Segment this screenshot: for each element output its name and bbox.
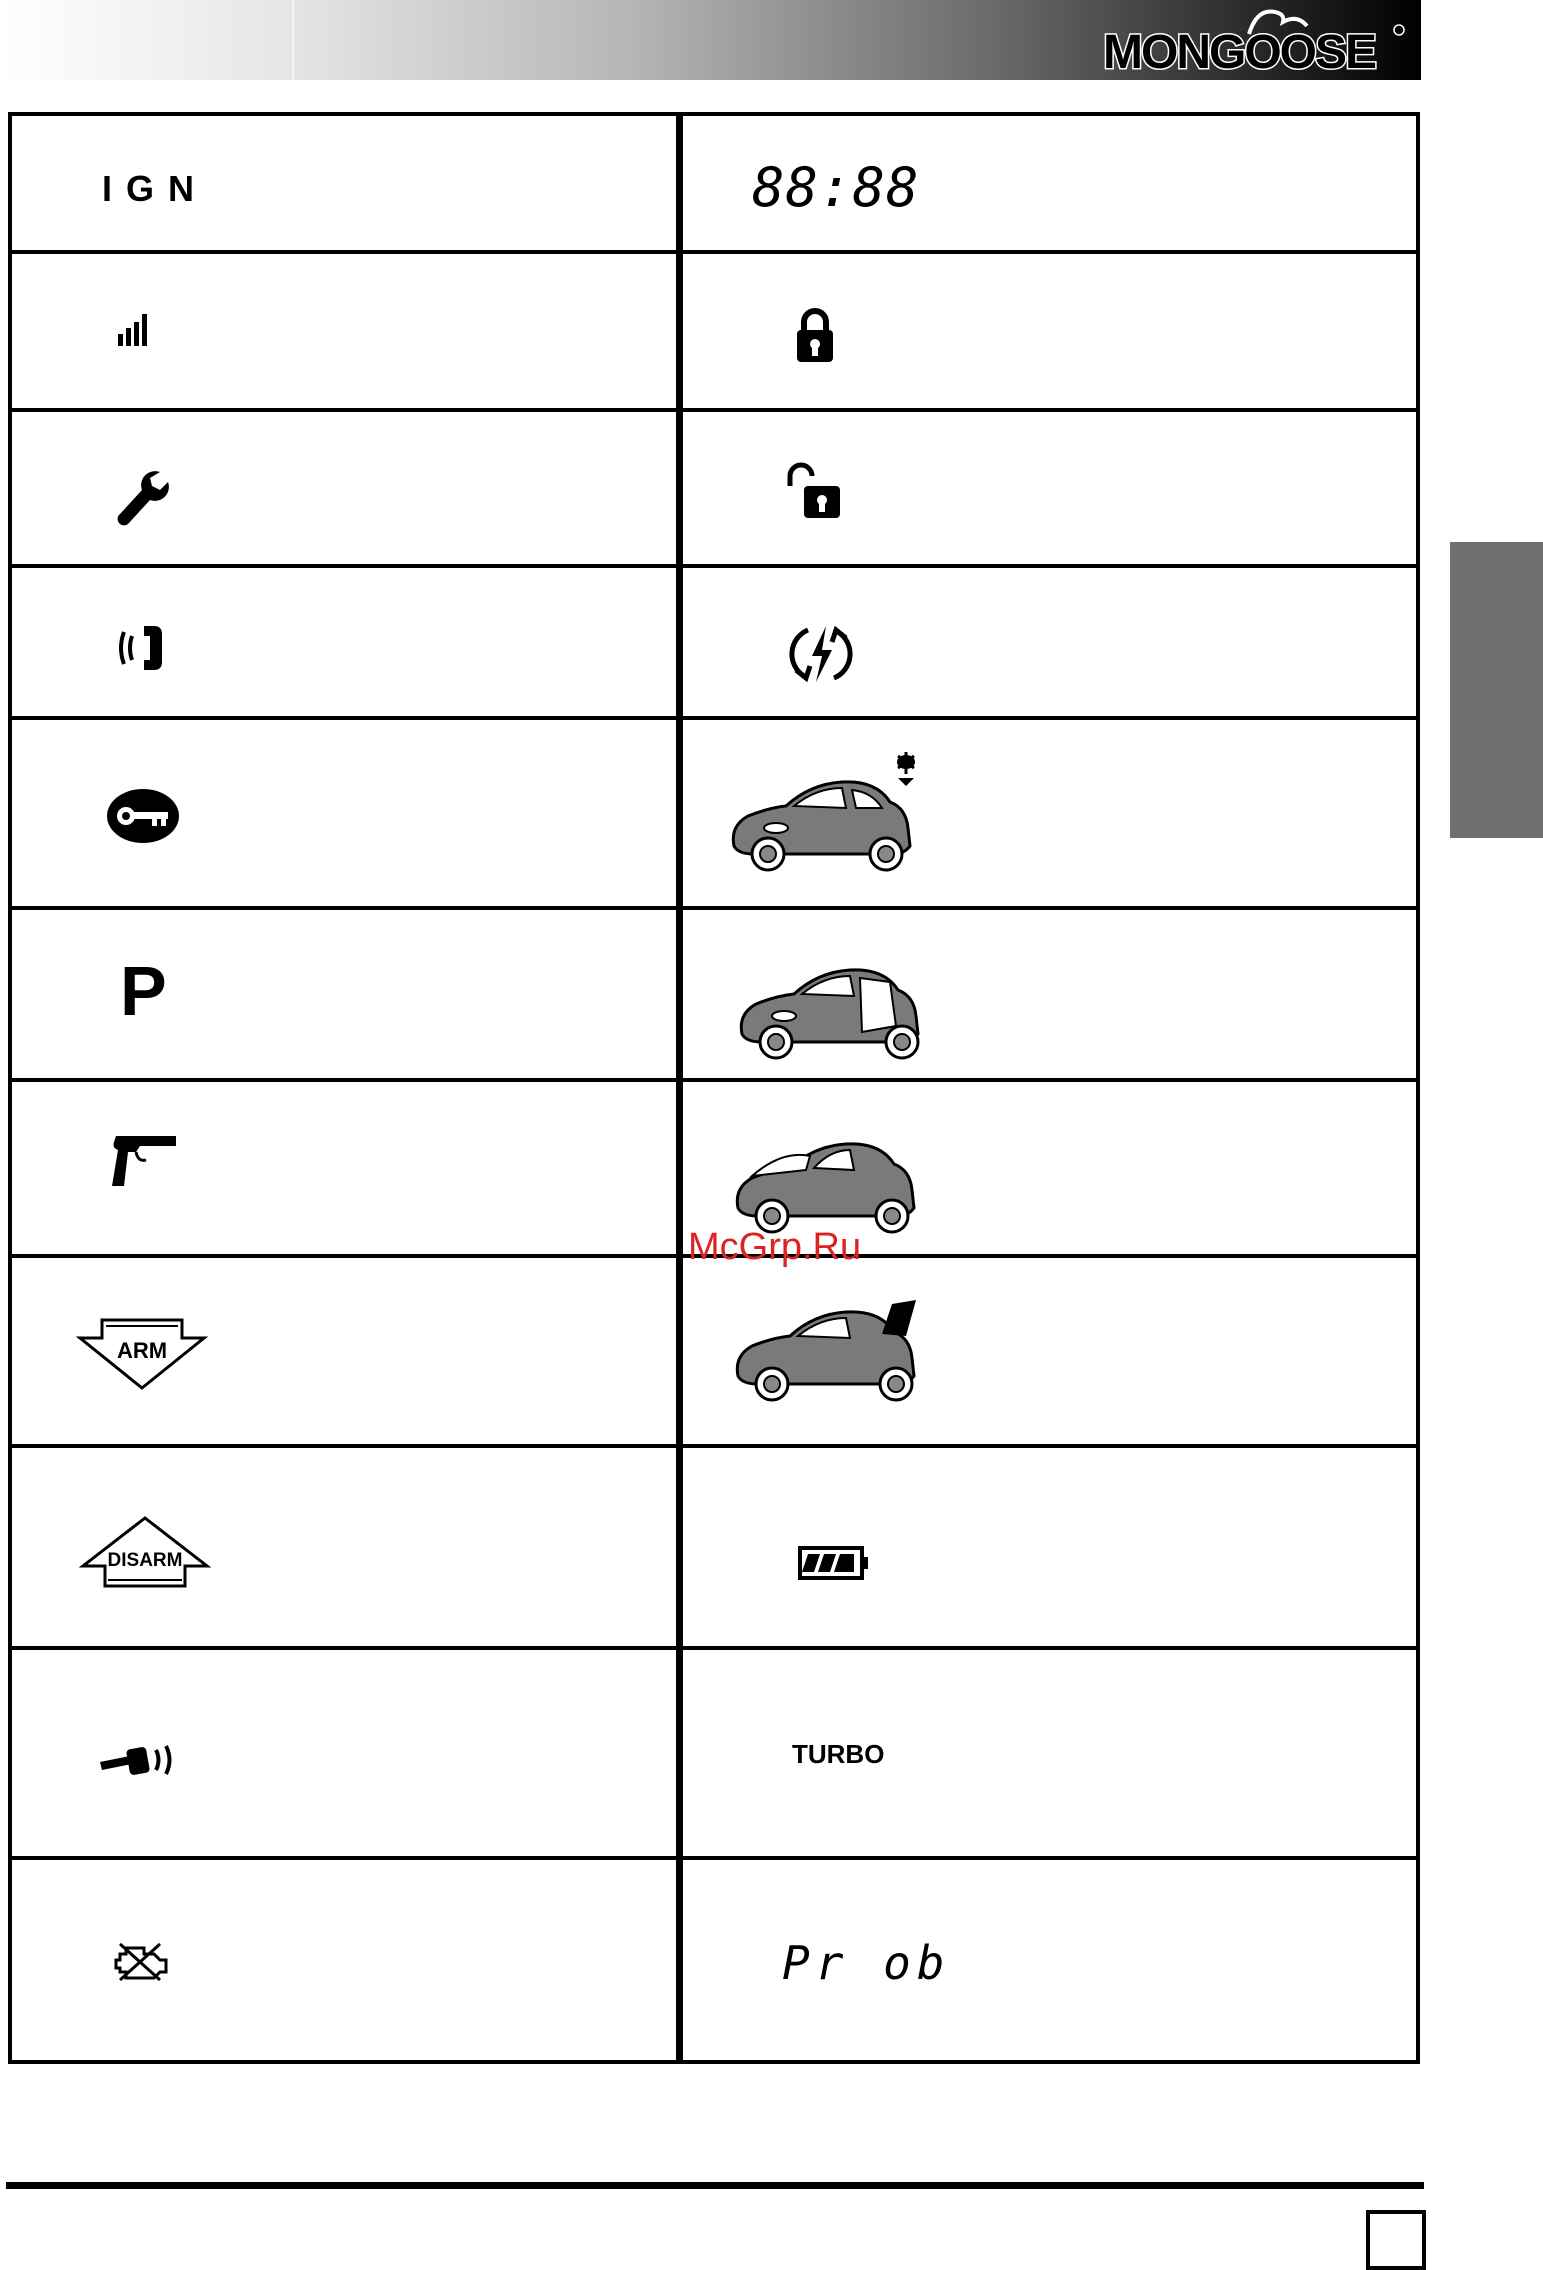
car-hood-open-icon (732, 1126, 932, 1236)
header-bar (0, 0, 1421, 80)
pistol-icon (112, 1134, 178, 1186)
battery-icon (798, 1546, 870, 1580)
key-icon (106, 788, 180, 844)
row-divider (12, 1856, 1416, 1860)
parking-icon: P (120, 952, 167, 1030)
disarm-arrow-icon (80, 1516, 210, 1588)
footer-rule (6, 2182, 1424, 2189)
row-divider (12, 408, 1416, 412)
logo-text: MONGOOSE (1103, 26, 1376, 79)
ign-label: IGN (102, 168, 209, 209)
row-divider (12, 1078, 1416, 1082)
page-number-box (1366, 2210, 1426, 2270)
wrench-icon (116, 470, 170, 528)
icon-legend-table (8, 112, 1420, 2064)
watermark: McGrp.Ru (688, 1226, 862, 1268)
lock-closed-icon (796, 306, 834, 364)
row-divider (12, 716, 1416, 720)
mongoose-logo (1099, 4, 1409, 79)
autostart-lightning-icon (786, 622, 856, 686)
signal-strength-icon (118, 312, 152, 348)
arm-arrow-icon (78, 1318, 206, 1390)
row-divider (12, 1444, 1416, 1448)
arm-label: ARM (116, 1338, 168, 1363)
row-divider (12, 906, 1416, 910)
car-door-open-icon (736, 952, 936, 1062)
disarm-label: DISARM (107, 1550, 183, 1571)
row-divider (12, 564, 1416, 568)
row-divider (12, 1646, 1416, 1650)
turbo-label: TURBO (792, 1739, 885, 1769)
clock-display: 88:88 (752, 156, 920, 219)
car-with-siren-icon (728, 746, 928, 878)
engine-off-icon (112, 1940, 170, 1982)
lock-open-icon (782, 460, 844, 520)
vibration-phone-icon (116, 622, 168, 674)
row-divider (12, 250, 1416, 254)
shock-sensor-hammer-icon (98, 1740, 188, 1780)
car-trunk-open-icon (732, 1294, 932, 1404)
prob-display: Pr ob (782, 1936, 951, 1990)
header-seam (292, 0, 294, 80)
section-tab (1450, 542, 1543, 838)
